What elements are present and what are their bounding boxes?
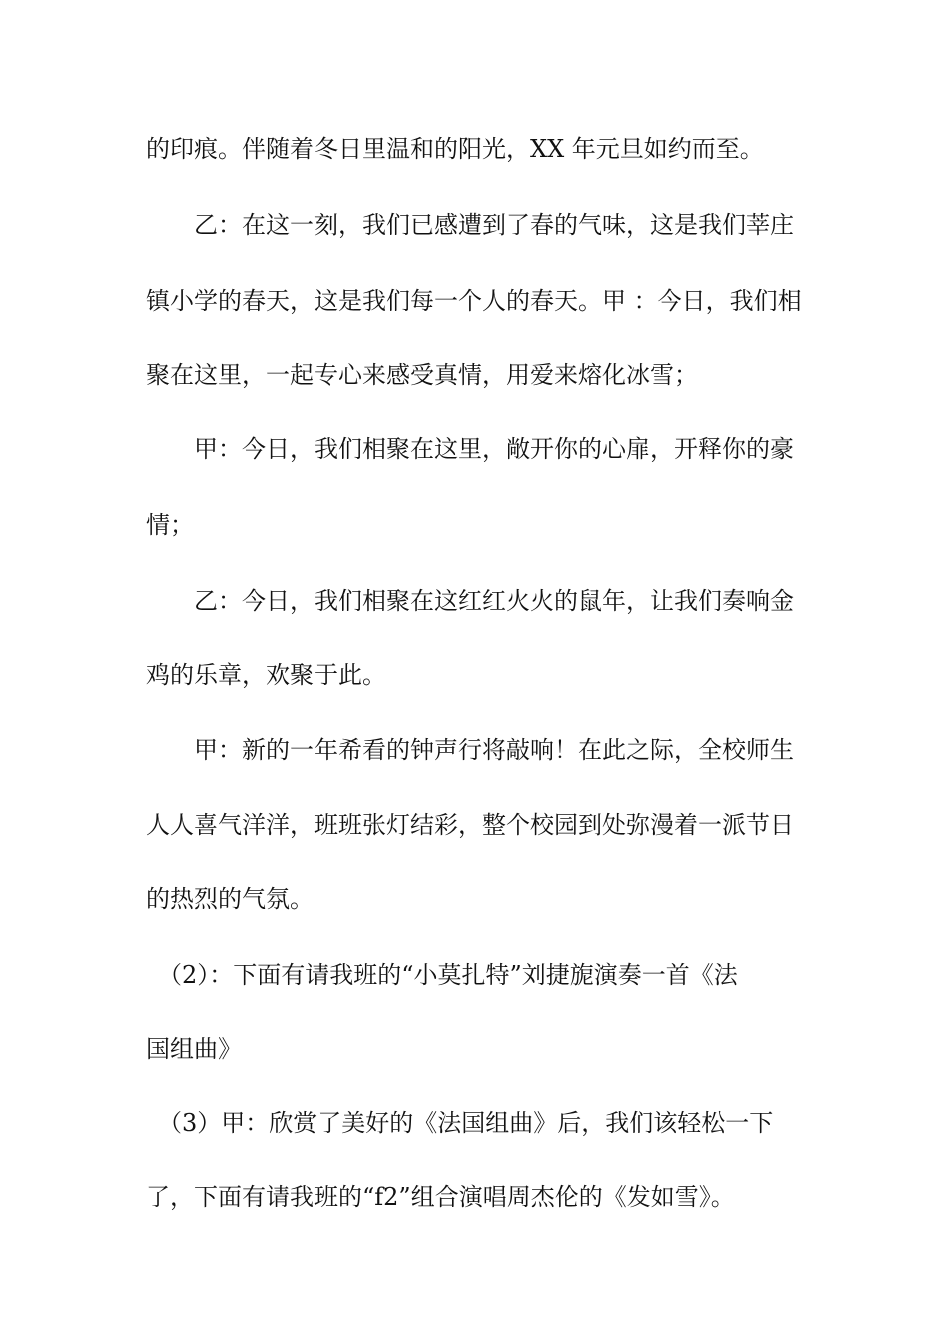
text-line: 聚在这里，一起专心来感受真情，用爱来熔化冰雪； — [146, 361, 698, 389]
text-line: 鸡的乐章，欢聚于此。 — [146, 661, 386, 689]
text-line: 情； — [146, 511, 194, 539]
text-line: 乙：今日，我们相聚在这红红火火的鼠年，让我们奏响金 — [146, 587, 794, 615]
text-line: 国组曲》 — [146, 1035, 242, 1063]
text-line: 甲：新的一年希看的钟声行将敲响！在此之际，全校师生 — [146, 736, 794, 764]
text-line: 的印痕。伴随着冬日里温和的阳光，XX 年元旦如约而至。 — [146, 135, 764, 163]
text-line: 甲：今日，我们相聚在这里，敞开你的心扉，开释你的豪 — [146, 435, 794, 463]
text-line: 了，下面有请我班的“f2”组合演唱周杰伦的《发如雪》。 — [146, 1183, 735, 1211]
text-line: （2）：下面有请我班的“小莫扎特”刘捷旎演奏一首《法 — [146, 961, 738, 989]
text-line: 人人喜气洋洋，班班张灯结彩，整个校园到处弥漫着一派节日 — [146, 811, 794, 839]
text-line: 镇小学的春天，这是我们每一个人的春天。甲 ：今日，我们相 — [146, 287, 802, 315]
text-line: 的热烈的气氛。 — [146, 885, 314, 913]
text-line: （3）甲：欣赏了美好的《法国组曲》后，我们该轻松一下 — [146, 1109, 774, 1137]
text-line: 乙：在这一刻，我们已感遭到了春的气味，这是我们莘庄 — [146, 211, 794, 239]
